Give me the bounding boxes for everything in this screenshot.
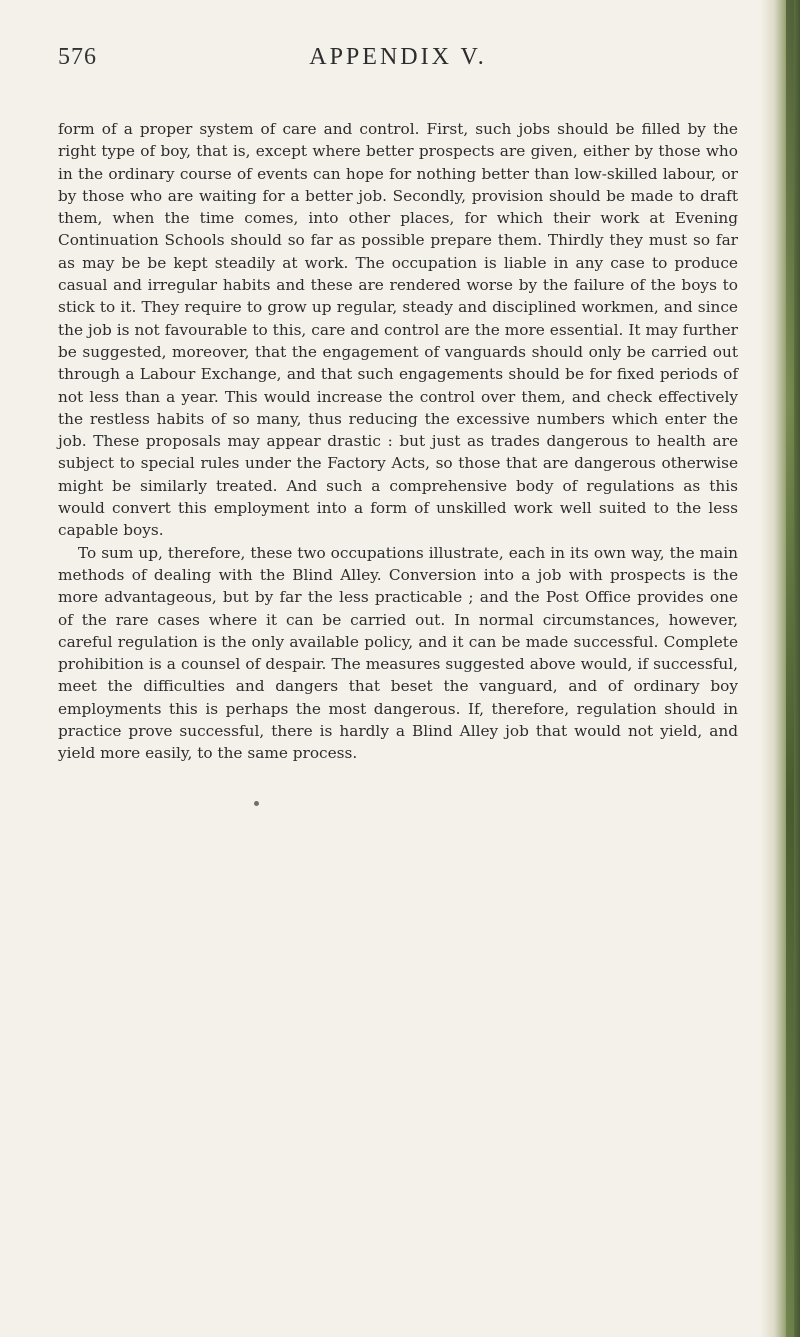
page-header xyxy=(58,44,738,84)
ink-speck xyxy=(254,801,259,806)
running-head: APPENDIX V. xyxy=(309,44,487,70)
paragraph-2: To sum up, therefore, these two occupations illustrate, each in its own way, the main methods of dealing with the Blind Alley. Conversion into a job with prospects is the more advantageous, but by far the less practicable ; and the Post Office provides one of the rare cases where it can be carried out. In normal circumstances, however, careful regulation is the only available policy, and it can be made successful. Complete prohibition is a counsel of despair. The measures suggested above would, if successful, meet the difficulties and dangers that beset the vanguard, and of ordinary boy employments this is perhaps the most dangerous. If, therefore, regulation should in practice prove successful, there is hardly a Blind Alley job that would not yield, and yield more easily, to the same process. xyxy=(58,543,738,763)
binding-shadow xyxy=(786,0,794,1337)
page-binding-edge xyxy=(760,0,800,1337)
paragraph-1: form of a proper system of care and control. First, such jobs should be filled by the right type of boy, that is, except where better prospects are given, either by those who in the ordinary course of events can hope for nothing better than low-skilled labour, or by those who are waiting for a better job. Secondly, provision should be made to draft them, when the time comes, into other places, for which their work at Evening Continuation Schools should so far as possible prepare them. Thirdly they must so far as may be be kept steadily at work. The occupation is liable in any case to produce casual and irregular habits and these are rendered worse by the failure of the boys to stick to it. They require to grow up regular, steady and disciplined workmen, and since the job is not favourable to this, care and control are the more essential. It may further be suggested, moreover, that the engagement of vanguards should only be carried out through a Labour Exchange, and that such engagements should be for fixed periods of not less than a year. This would increase the control over them, and check effectively the restless habits of so many, thus reducing the excessive numbers which enter the job. These proposals may appear drastic : but just as trades dangerous to health are subject to special rules under the Factory Acts, so those that are dangerous otherwise might be similarly treated. And such a comprehensive body of regulations as this would convert this employment into a form of unskilled work well suited to the less capable boys. xyxy=(58,120,738,540)
page-number: 576 xyxy=(58,44,97,70)
body-text xyxy=(58,118,738,765)
